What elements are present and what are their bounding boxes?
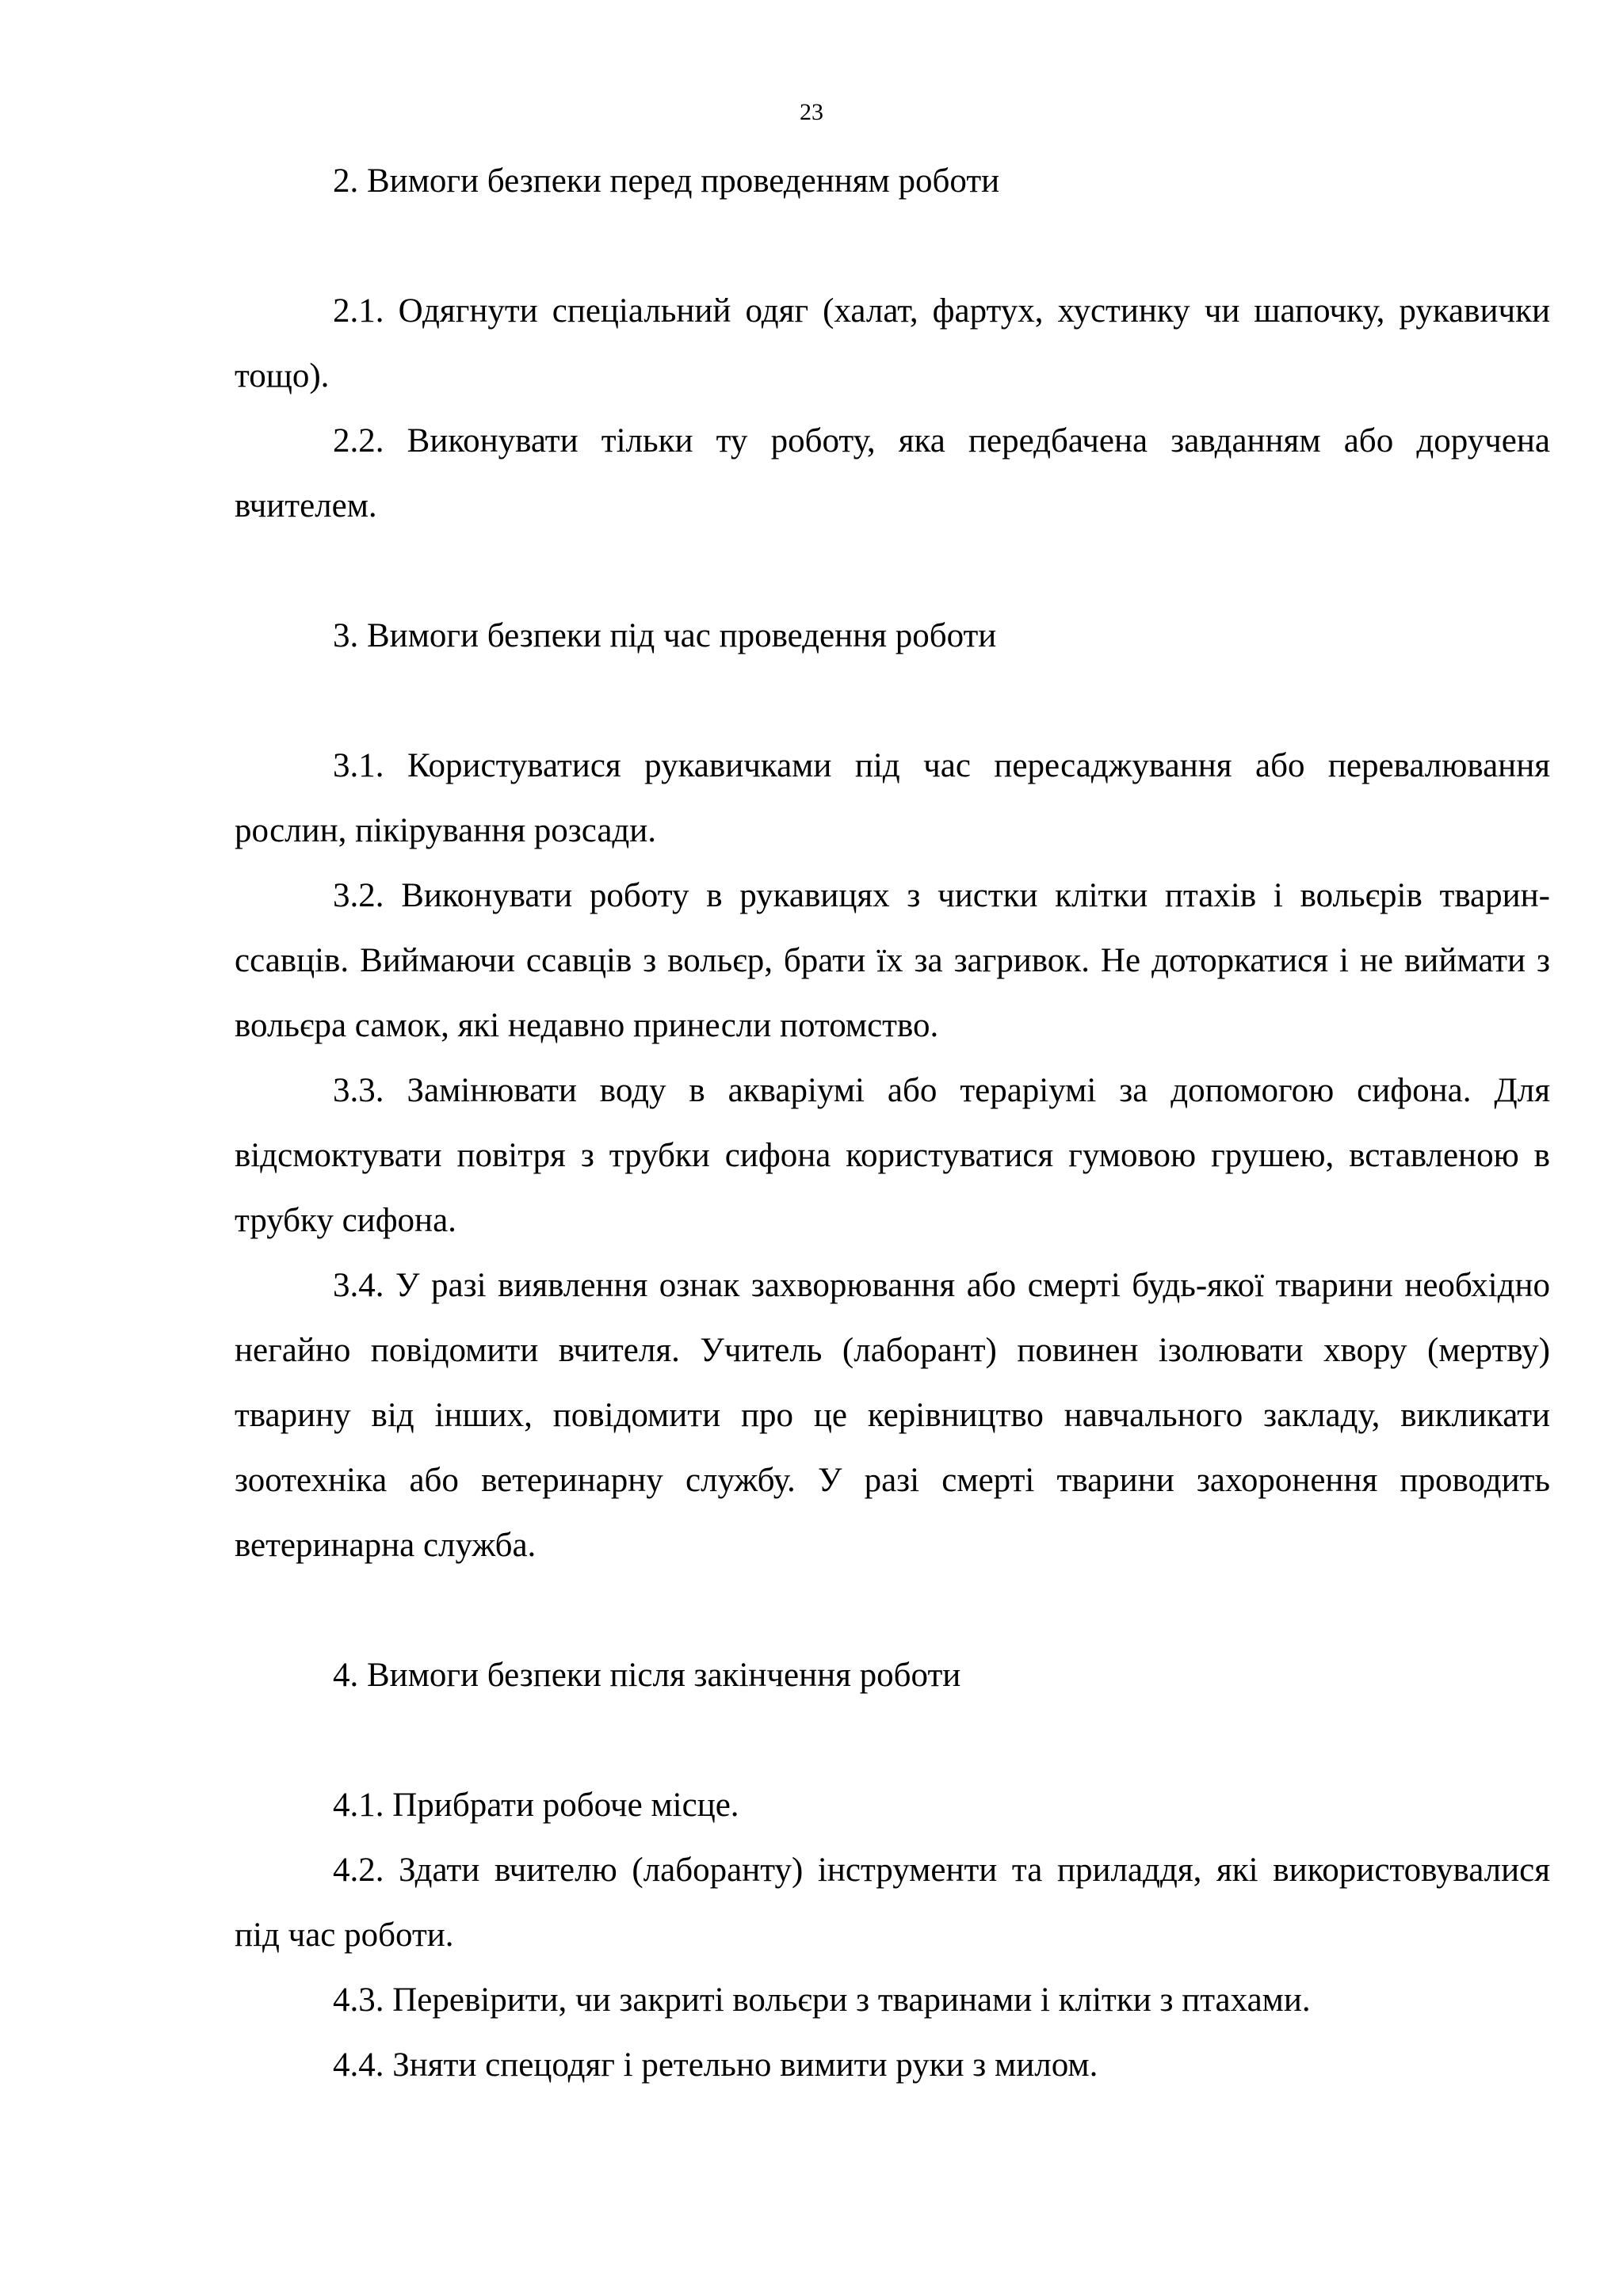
section-heading-2: 2. Вимоги безпеки перед проведенням роботи [333,162,1000,200]
paragraph-2-1: 2.1. Одягнути спеціальний одяг (халат, фартух, хустинку чи шапочку, рукавички тощо). [235,292,1550,395]
blank-line [235,1708,1550,1773]
paragraph-4-1: 4.1. Прибрати робоче місце. [333,1787,739,1824]
blank-line [235,669,1550,734]
paragraph-3-3: 3.3. Замінювати воду в акваріумі або тераріумі за допомогою сифона. Для відсмоктувати повітря з трубки сифона користуватися гумовою грушею, вставленою в трубку сифона. [235,1072,1550,1239]
paragraph-3-2: 3.2. Виконувати роботу в рукавицях з чистки клітки птахів і вольєрів тварин-ссавців. Виймаючи ссавців з вольєр, брати їх за загривок. Не доторкатися і не виймати з вольєра самок, які недавно принесли потомство. [235,877,1550,1044]
blank-line [235,1578,1550,1643]
paragraph-2-2: 2.2. Виконувати тільки ту роботу, яка передбачена завданням або доручена вчителем. [235,422,1550,524]
blank-line [235,539,1550,604]
page-number: 23 [800,99,823,125]
blank-line [235,214,1550,279]
section-heading-3: 3. Вимоги безпеки під час проведення роботи [333,617,997,654]
document-body [235,149,1550,2098]
paragraph-3-4: 3.4. У разі виявлення ознак захворювання або смерті будь-якої тварини необхідно негайно повідомити вчителя. Учитель (лаборант) повинен ізолювати хвору (мертву) тварину від інших, повідомити про це керівництво навчального закладу, викликати зоотехніка або ветеринарну службу. У разі смерті тварини захоронення проводить ветеринарна служба. [235,1267,1550,1564]
section-heading-4: 4. Вимоги безпеки після закінчення роботи [333,1657,961,1694]
paragraph-4-3: 4.3. Перевірити, чи закриті вольєри з тваринами і клітки з птахами. [333,1981,1311,2019]
paragraph-4-4: 4.4. Зняти спецодяг і ретельно вимити руки з милом. [333,2046,1098,2084]
paragraph-3-1: 3.1. Користуватися рукавичками під час пересаджування або перевалювання рослин, пікірування розсади. [235,747,1550,849]
paragraph-4-2: 4.2. Здати вчителю (лаборанту) інструменти та приладдя, які використовувалися під час роботи. [235,1852,1550,1954]
